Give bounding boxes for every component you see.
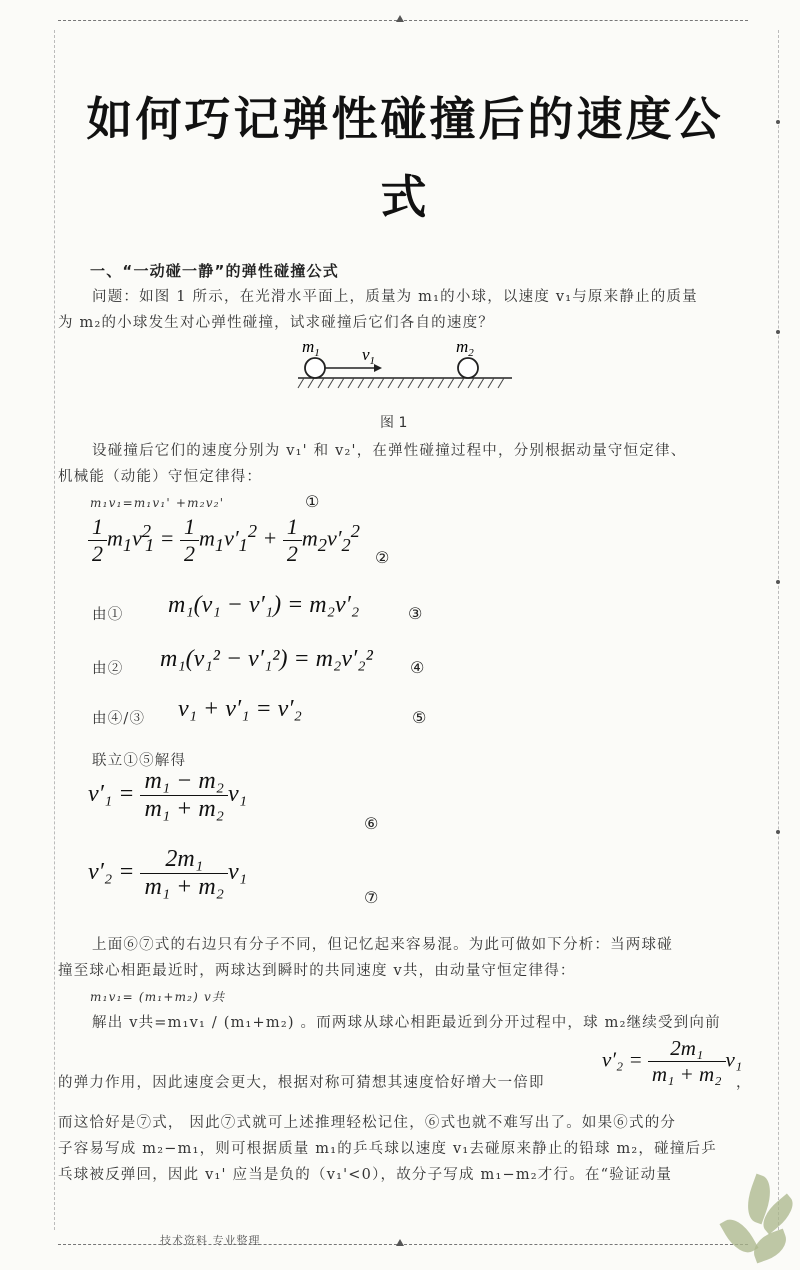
page-footer: 技术资料 专业整理: [160, 1234, 261, 1247]
problem-line-2: 为 m₂的小球发生对心弹性碰撞，试求碰撞后它们各自的速度？: [58, 315, 494, 331]
figure-1-diagram: [290, 334, 520, 404]
label-from-eq2: 由②: [92, 661, 124, 677]
equation-number-7: ⑦: [364, 888, 379, 907]
solve-label: 联立①⑤解得: [92, 753, 187, 769]
inline-comma: ，: [736, 1075, 752, 1091]
side-dot: [776, 580, 780, 584]
equation-5: v₁ + v′₁ = v′₂: [178, 696, 302, 722]
section-heading: 一、“一动碰一静”的弹性碰撞公式: [90, 262, 339, 280]
paragraph-1-line-2: 撞至球心相距最近时，两球达到瞬时的共同速度 v共，由动量守恒定律得：: [58, 963, 576, 979]
label-from-eq1: 由①: [92, 607, 124, 623]
equation-number-1: ①: [305, 492, 320, 511]
right-side-guide: [778, 30, 779, 1230]
equation-2: $\frac{1}{2}$ $m_1v^2_1$ = $\frac{1}{2}$ $m_1v'_1^2$ + $\frac{1}{2}$ $m_2v'_2^2$: [88, 514, 360, 567]
figure-caption: 图 1: [380, 415, 408, 431]
title-line-2: 式: [380, 170, 430, 224]
equation-number-4: ④: [410, 658, 425, 677]
label-v1: $v_1$: [362, 345, 376, 367]
bottom-triangle-marker: [396, 1239, 404, 1246]
paragraph-1-line-1: 上面⑥⑦式的右边只有分子不同，但记忆起来容易混。为此可做如下分析：当两球碰: [92, 937, 673, 953]
equation-number-2: ②: [375, 548, 390, 567]
inline-equation-7: v′₂ = $\frac{\text{2m₁}}{\text{m₁ + m₂}}$ v₁: [602, 1036, 743, 1086]
equation-number-5: ⑤: [412, 708, 427, 727]
momentum-equation: m₁v₁= (m₁+m₂) v共: [90, 990, 226, 1004]
setup-line-2: 机械能（动能）守恒定律得：: [58, 469, 263, 485]
paragraph-3-line-1: 而这恰好是⑦式， 因此⑦式就可上述推理轻松记住，⑥式也就不难写出了。如果⑥式的分: [58, 1115, 677, 1131]
paragraph-3-line-2: 子容易写成 m₂−m₁，则可根据质量 m₁的乒乓球以速度 v₁去碰原来静止的铅球 m₂，碰撞后乒: [58, 1141, 717, 1157]
setup-line-1: 设碰撞后它们的速度分别为 v₁' 和 v₂'，在弹性碰撞过程中，分别根据动量守恒定律、: [92, 443, 687, 459]
label-from-eq4-eq3: 由④/③: [92, 711, 146, 727]
title-line-1: 如何巧记弹性碰撞后的速度公: [86, 92, 724, 146]
problem-line-1: 问题：如图 1 所示，在光滑水平面上，质量为 m₁的小球，以速度 v₁与原来静止的质量: [92, 289, 698, 305]
equation-7: v′₂ = $\frac{\text{2m₁}}{\text{m₁ + m₂}}$ v₁: [88, 846, 247, 900]
equation-4: m₁(v₁² − v′₁²) = m₂v′₂²: [160, 646, 373, 672]
equation-3: m₁(v₁ − v′₁) = m₂v′₂: [168, 592, 360, 618]
leaf-decoration-icon: [700, 1170, 800, 1270]
label-m2: $m_2$: [456, 337, 474, 359]
equation-number-6: ⑥: [364, 814, 379, 833]
side-dot: [776, 830, 780, 834]
side-dot: [776, 120, 780, 124]
paragraph-2-line-2: 的弹力作用，因此速度会更大，根据对称可猜想其速度恰好增大一倍即: [58, 1075, 545, 1091]
label-m1: $m_1$: [302, 337, 320, 359]
equation-number-3: ③: [408, 604, 423, 623]
equation-6: v′₁ = $\frac{\text{m₁ − m₂}}{\text{m₁ + m₂}}$ v₁: [88, 768, 247, 822]
top-triangle-marker: [396, 15, 404, 22]
side-dot: [776, 330, 780, 334]
ball-m1: [305, 358, 325, 378]
left-side-guide: [54, 30, 55, 1230]
paragraph-2-line-1: 解出 v共=m₁v₁ / (m₁+m₂) 。而两球从球心相距最近到分开过程中，球 m₂继续受到向前: [92, 1015, 721, 1031]
ball-m2: [458, 358, 478, 378]
equation-1: m₁v₁=m₁v₁' +m₂v₂': [90, 496, 225, 510]
paragraph-3-line-3: 乓球被反弹回，因此 v₁' 应当是负的（v₁'<0），故分子写成 m₁−m₂才行。在“验证动量: [58, 1167, 673, 1183]
page-title: [70, 80, 740, 236]
